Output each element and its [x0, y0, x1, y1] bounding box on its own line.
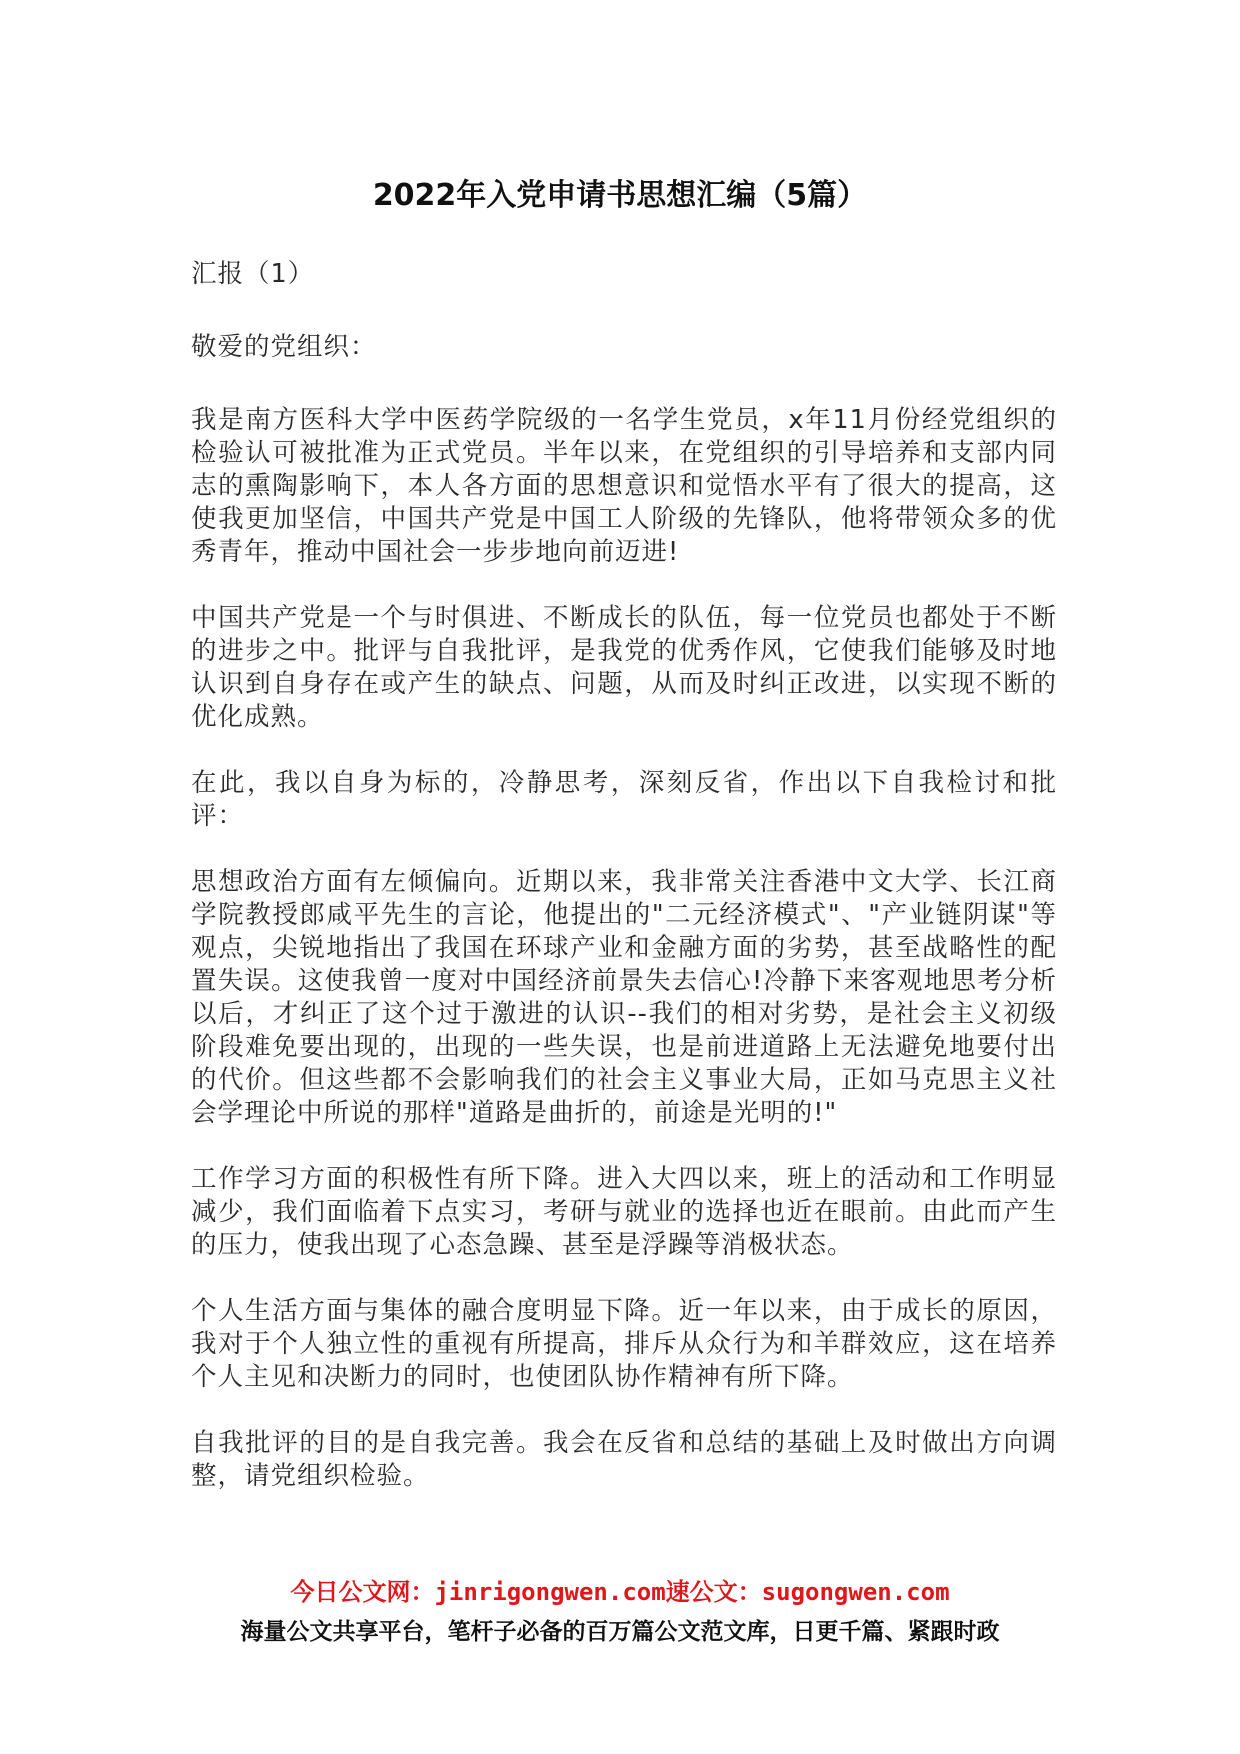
site2-link[interactable]: sugongwen.com [761, 1578, 950, 1606]
section-heading: 汇报（1） [191, 259, 315, 289]
paragraph-7: 自我批评的目的是自我完善。我会在反省和总结的基础上及时做出方向调整，请党组织检验。 [191, 1428, 1057, 1491]
paragraph-1: 我是南方医科大学中医药学院级的一名学生党员，x年11月份经党组织的检验认可被批准为正式党员。半年以来，在党组织的引导培养和支部内同志的熏陶影响下，本人各方面的思想意识和觉悟水平有了很大的提高，这使我更加坚信，中国共产党是中国工人阶级的先锋队，他将带领众多的优秀青年，推动中国社会一步步地向前迈进! [191, 405, 1057, 567]
document-body [191, 258, 1057, 1526]
footer-slogan: 海量公文共享平台，笔杆子必备的百万篇公文范文库，日更千篇、紧跟时政 [240, 1619, 1000, 1645]
site1-name: 今日公文网： [290, 1578, 435, 1606]
salutation: 敬爱的党组织： [191, 332, 377, 362]
footer-banner [0, 1575, 1240, 1648]
paragraph-3: 在此，我以自身为标的，冷静思考，深刻反省，作出以下自我检讨和批评： [191, 768, 1057, 831]
paragraph-6: 个人生活方面与集体的融合度明显下降。近一年以来，由于成长的原因，我对于个人独立性的重视有所提高，排斥从众行为和羊群效应，这在培养个人主见和决断力的同时，也使团队协作精神有所下降。 [191, 1296, 1057, 1392]
paragraph-2: 中国共产党是一个与时俱进、不断成长的队伍，每一位党员也都处于不断的进步之中。批评与自我批评，是我党的优秀作风，它使我们能够及时地认识到自身存在或产生的缺点、问题，从而及时纠正改进，以实现不断的优化成熟。 [191, 603, 1057, 732]
paragraph-4: 思想政治方面有左倾偏向。近期以来，我非常关注香港中文大学、长江商学院教授郎咸平先生的言论，他提出的"二元经济模式"、"产业链阴谋"等观点，尖锐地指出了我国在环球产业和金融方面的劣势，甚至战略性的配置失误。这使我曾一度对中国经济前景失去信心!冷静下来客观地思考分析以后，才纠正了这个过于激进的认识--我们的相对劣势，是社会主义初级阶段难免要出现的，出现的一些失误，也是前进道路上无法避免地要付出的代价。但这些都不会影响我们的社会主义事业大局，正如马克思主义社会学理论中所说的那样"道路是曲折的，前途是光明的!" [191, 867, 1057, 1128]
paragraph-5: 工作学习方面的积极性有所下降。进入大四以来，班上的活动和工作明显减少，我们面临着下点实习，考研与就业的选择也近在眼前。由此而产生的压力，使我出现了心态急躁、甚至是浮躁等消极状态。 [191, 1164, 1057, 1260]
document-title: 2022年入党申请书思想汇编（5篇） [372, 178, 868, 213]
site1-link[interactable]: jinrigongwen.com [434, 1578, 666, 1606]
site2-name: 速公文： [665, 1578, 762, 1606]
footer-sites [0, 1575, 1240, 1609]
